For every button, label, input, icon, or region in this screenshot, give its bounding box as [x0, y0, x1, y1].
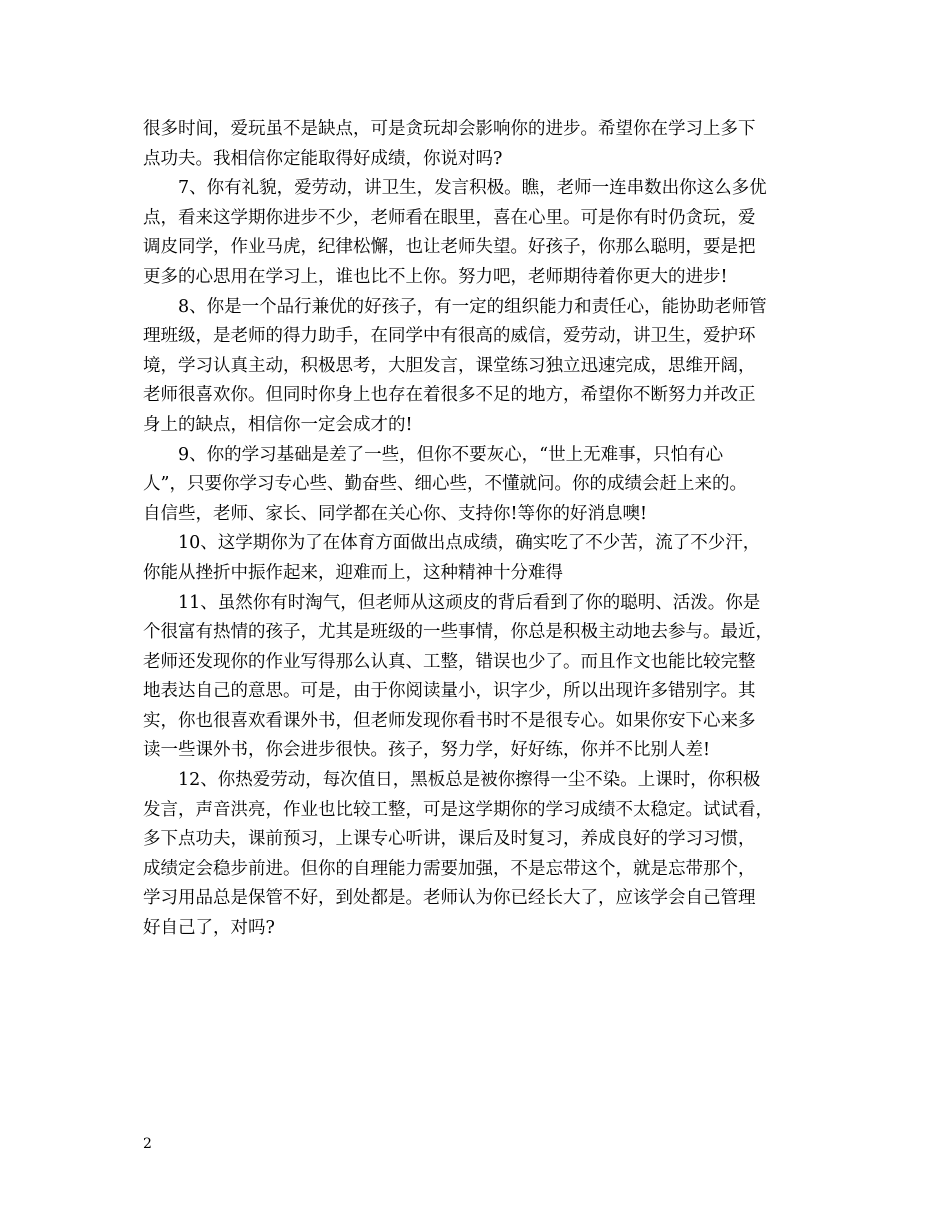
text-line: 发言，声音洪亮，作业也比较工整，可是这学期你的学习成绩不太稳定。试试看， [143, 799, 773, 820]
text-line: 你能从挫折中振作起来，迎难而上，这种精神十分难得 [143, 562, 563, 583]
text-line: 人”，只要你学习专心些、勤奋些、细心些，不懂就问。你的成绩会赶上来的。 [143, 474, 747, 495]
text-line: 点，看来这学期你进步不少，老师看在眼里，喜在心里。可是你有时仍贪玩，爱 [143, 207, 756, 228]
paragraph-first-line: 7、你有礼貌，爱劳动，讲卫生，发言积极。瞧，老师一连串数出你这么多优 [178, 178, 767, 199]
page-number: 2 [143, 1136, 152, 1152]
paragraph-first-line: 8、你是一个品行兼优的好孩子，有一定的组织能力和责任心，能协助老师管 [178, 296, 767, 317]
text-line: 自信些，老师、家长、同学都在关心你、支持你!等你的好消息噢! [143, 503, 648, 524]
text-line: 调皮同学，作业马虎，纪律松懈，也让老师失望。好孩子，你那么聪明，要是把 [143, 237, 756, 258]
text-line: 学习用品总是保管不好，到处都是。老师认为你已经长大了，应该学会自己管理 [143, 888, 756, 909]
body-text [143, 115, 823, 944]
paragraph-first-line: 12、你热爱劳动，每次值日，黑板总是被你擦得一尘不染。上课时，你积极 [178, 770, 761, 791]
text-line: 理班级，是老师的得力助手，在同学中有很高的威信，爱劳动，讲卫生，爱护环 [143, 326, 756, 347]
text-line: 多下点功夫，课前预习，上课专心听讲，课后及时复习，养成良好的学习习惯， [143, 829, 756, 850]
paragraph-first-line: 11、虽然你有时淘气，但老师从这顽皮的背后看到了你的聪明、活泼。你是 [178, 592, 761, 613]
text-line: 老师很喜欢你。但同时你身上也存在着很多不足的地方，希望你不断努力并改正 [143, 385, 756, 406]
text-line: 很多时间，爱玩虽不是缺点，可是贪玩却会影响你的进步。希望你在学习上多下 [143, 119, 756, 139]
text-line: 读一些课外书，你会进步很快。孩子，努力学，好好练，你并不比别人差! [143, 740, 711, 761]
paragraph-first-line: 9、你的学习基础是差了一些，但你不要灰心，“世上无难事，只怕有心 [178, 444, 724, 465]
text-line: 实，你也很喜欢看课外书，但老师发现你看书时不是很专心。如果你安下心来多 [143, 710, 756, 731]
text-line: 成绩定会稳步前进。但你的自理能力需要加强，不是忘带这个，就是忘带那个， [143, 858, 756, 879]
text-line: 点功夫。我相信你定能取得好成绩，你说对吗? [143, 148, 503, 169]
text-line: 境，学习认真主动，积极思考，大胆发言，课堂练习独立迅速完成，思维开阔， [143, 355, 756, 376]
text-line: 更多的心思用在学习上，谁也比不上你。努力吧，老师期待着你更大的进步! [143, 266, 728, 287]
text-line: 个很富有热情的孩子，尤其是班级的一些事情，你总是积极主动地去参与。最近， [143, 622, 773, 643]
text-line: 老师还发现你的作业写得那么认真、工整，错误也少了。而且作文也能比较完整 [143, 651, 756, 672]
text-line: 好自己了，对吗? [143, 918, 275, 939]
text-line: 身上的缺点，相信你一定会成才的! [143, 414, 413, 435]
paragraph-first-line: 10、这学期你为了在体育方面做出点成绩，确实吃了不少苦，流了不少汗， [178, 533, 761, 554]
text-line: 地表达自己的意思。可是，由于你阅读量小，识字少，所以出现许多错别字。其 [143, 681, 756, 702]
